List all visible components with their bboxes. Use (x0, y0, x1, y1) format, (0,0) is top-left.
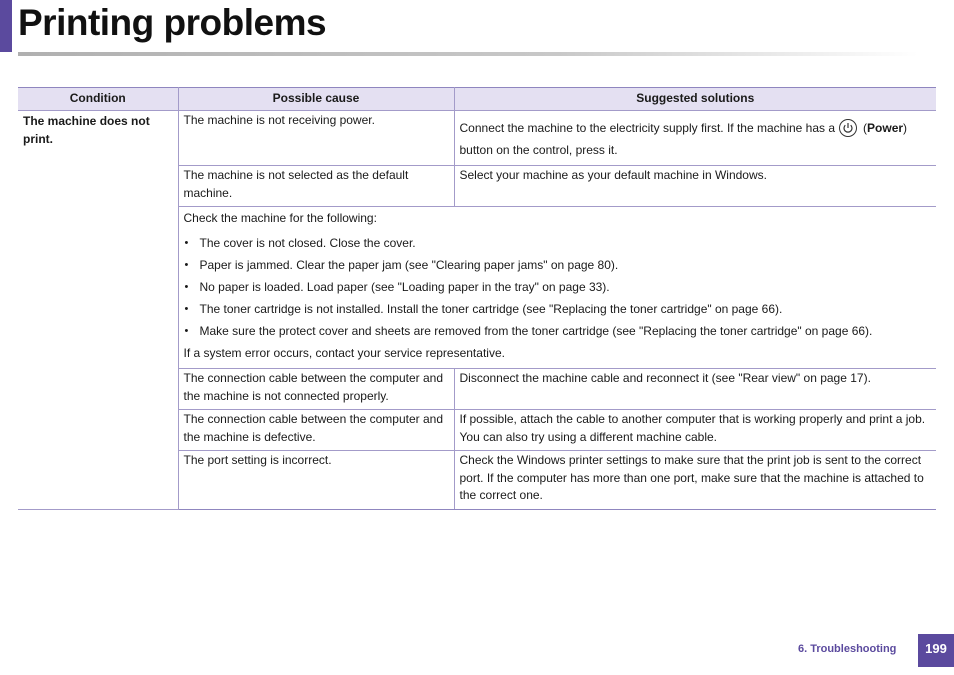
list-item: • The toner cartridge is not installed. Install the toner cartridge (see "Replacing the toner cartridge" on page 66). (184, 298, 932, 320)
page-title: Printing problems (18, 2, 327, 43)
power-icon (839, 119, 857, 137)
condition-cell: The machine does not print. (18, 111, 178, 510)
list-item: • No paper is loaded. Load paper (see "Loading paper in the tray" on page 33). (184, 276, 932, 298)
list-item: • The cover is not closed. Close the cover. (184, 232, 932, 254)
cause-cell: The machine is not receiving power. (178, 111, 454, 166)
printing-problems-table (18, 87, 936, 510)
title-accent-bar (0, 0, 12, 52)
header-possible-cause: Possible cause (178, 88, 454, 111)
cause-cell: The port setting is incorrect. (178, 451, 454, 510)
title-underline (18, 52, 918, 56)
checklist-cell (178, 207, 936, 369)
solution-cell: If possible, attach the cable to another computer that is working properly and print a job. You can also try using a different machine cable. (454, 410, 936, 451)
header-suggested-solutions: Suggested solutions (454, 88, 936, 111)
solution-cell (454, 111, 936, 166)
list-item: • Paper is jammed. Clear the paper jam (see "Clearing paper jams" on page 80). (184, 254, 932, 276)
solution-text-continued: button on the control, press it. (459, 143, 618, 157)
table-header-row (18, 88, 936, 111)
cause-cell: The connection cable between the computer and the machine is defective. (178, 410, 454, 451)
solution-text: Connect the machine to the electricity supply first. If the machine has a (459, 121, 836, 135)
power-label: Power (867, 121, 904, 135)
footer-section-label: 6. Troubleshooting (798, 643, 897, 655)
power-paren-open: ( (863, 121, 868, 135)
checklist (184, 232, 932, 342)
cause-cell: The connection cable between the computer and the machine is not connected properly. (178, 369, 454, 410)
solution-cell: Check the Windows printer settings to make sure that the print job is sent to the correct port. If the computer has more than one port, make sure that the machine is attached to the correct one. (454, 451, 936, 510)
checklist-intro: Check the machine for the following: (183, 211, 377, 225)
table-row (18, 111, 936, 166)
header-condition: Condition (18, 88, 178, 111)
list-item: • Make sure the protect cover and sheets are removed from the toner cartridge (see "Replacing the toner cartridge" on page 66). (184, 320, 932, 342)
power-paren-close: ) (903, 121, 908, 135)
page-number: 199 (918, 634, 954, 667)
solution-cell: Select your machine as your default machine in Windows. (454, 166, 936, 207)
checklist-footer: If a system error occurs, contact your service representative. (183, 346, 505, 360)
solution-cell: Disconnect the machine cable and reconnect it (see "Rear view" on page 17). (454, 369, 936, 410)
cause-cell: The machine is not selected as the default machine. (178, 166, 454, 207)
